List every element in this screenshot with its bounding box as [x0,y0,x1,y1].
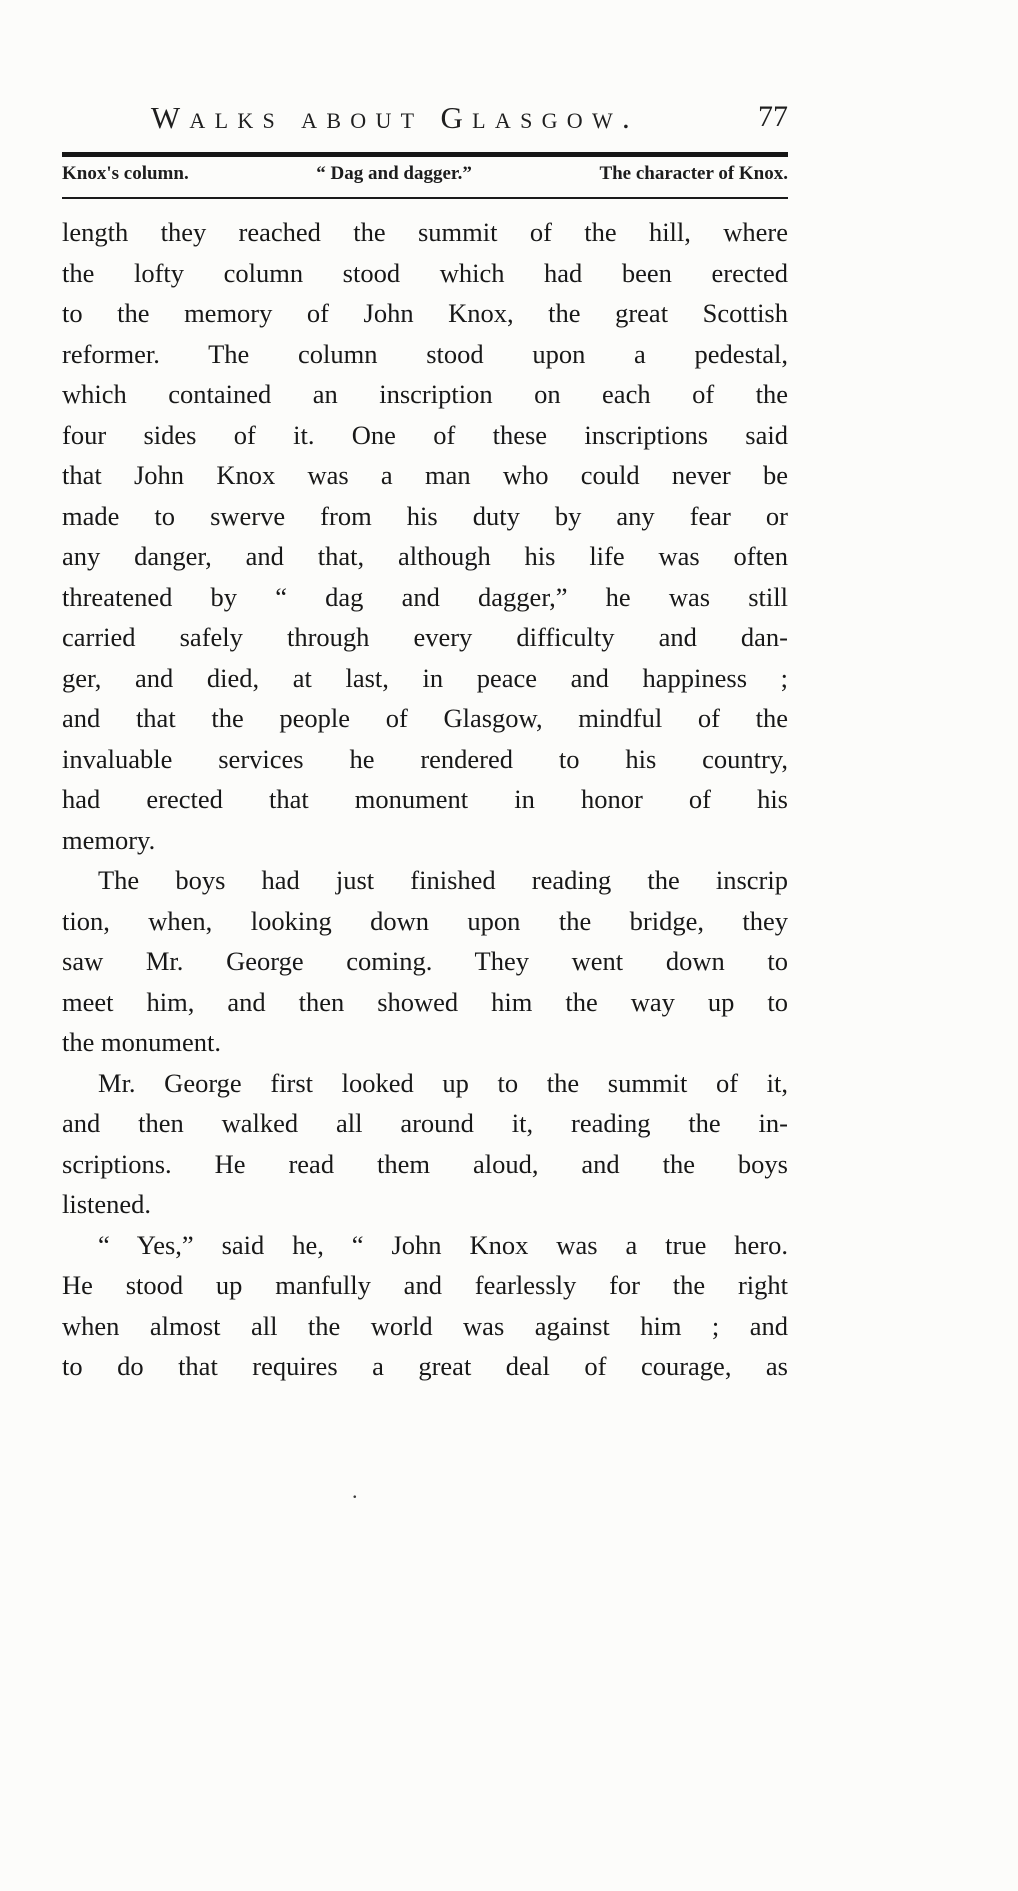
paragraph [62,860,788,1063]
text-line: ger, and died, at last, in peace and happiness ; [62,662,788,693]
header-rule-thick [62,152,788,157]
page-title: Walks about Glasgow. [150,100,640,135]
text-line: “ Yes,” said he, “ John Knox was a true hero. [98,1229,788,1260]
text-line: made to swerve from his duty by any fear or [62,500,788,531]
text-line: reformer. The column stood upon a pedestal, [62,338,788,369]
text-line: meet him, and then showed him the way up to [62,986,788,1017]
text-line: to the memory of John Knox, the great Scottish [62,298,788,328]
text-line: He stood up manfully and fearlessly for the right [62,1270,788,1300]
page-header [62,100,788,144]
text-line: length they reached the summit of the hill, where [62,217,788,247]
text-line: which contained an inscription on each of the [62,379,788,409]
text-line: memory. [62,824,156,855]
paragraph [62,1063,788,1225]
text-line: carried safely through every difficulty and dan- [62,622,788,652]
page-number: 77 [758,100,788,133]
text-line: invaluable services he rendered to his country, [62,743,788,774]
text-line: threatened by “ dag and dagger,” he was still [62,581,788,612]
text-line: and then walked all around it, reading the in- [62,1108,788,1138]
text-line: scriptions. He read them aloud, and the boys [62,1148,788,1179]
paragraph [62,212,788,860]
text-line: to do that requires a great deal of courage, as [62,1351,788,1381]
running-heads [62,163,788,185]
header-rule-thin [62,197,788,199]
running-head-left: Knox's column. [62,163,189,184]
printer-mark: . [352,1478,358,1503]
running-head-center: “ Dag and dagger.” [316,163,472,184]
text-line: that John Knox was a man who could never be [62,460,788,490]
paragraph [62,1225,788,1387]
text-line: listened. [62,1189,152,1219]
text-line: four sides of it. One of these inscriptions said [62,419,788,450]
text-line: when almost all the world was against him ; and [62,1310,788,1341]
text-line: the monument. [62,1027,221,1057]
text-line: saw Mr. George coming. They went down to [62,946,788,976]
text-line: and that the people of Glasgow, mindful of the [62,703,788,733]
body-text [62,212,788,1387]
text-line: had erected that monument in honor of his [62,784,788,814]
text-line: Mr. George first looked up to the summit of it, [98,1067,788,1098]
text-line: any danger, and that, although his life was often [62,541,788,571]
text-line: The boys had just finished reading the inscrip [98,865,788,895]
text-line: the lofty column stood which had been erected [62,257,788,288]
text-line: tion, when, looking down upon the bridge, they [62,905,788,936]
running-head-right: The character of Knox. [599,163,788,184]
